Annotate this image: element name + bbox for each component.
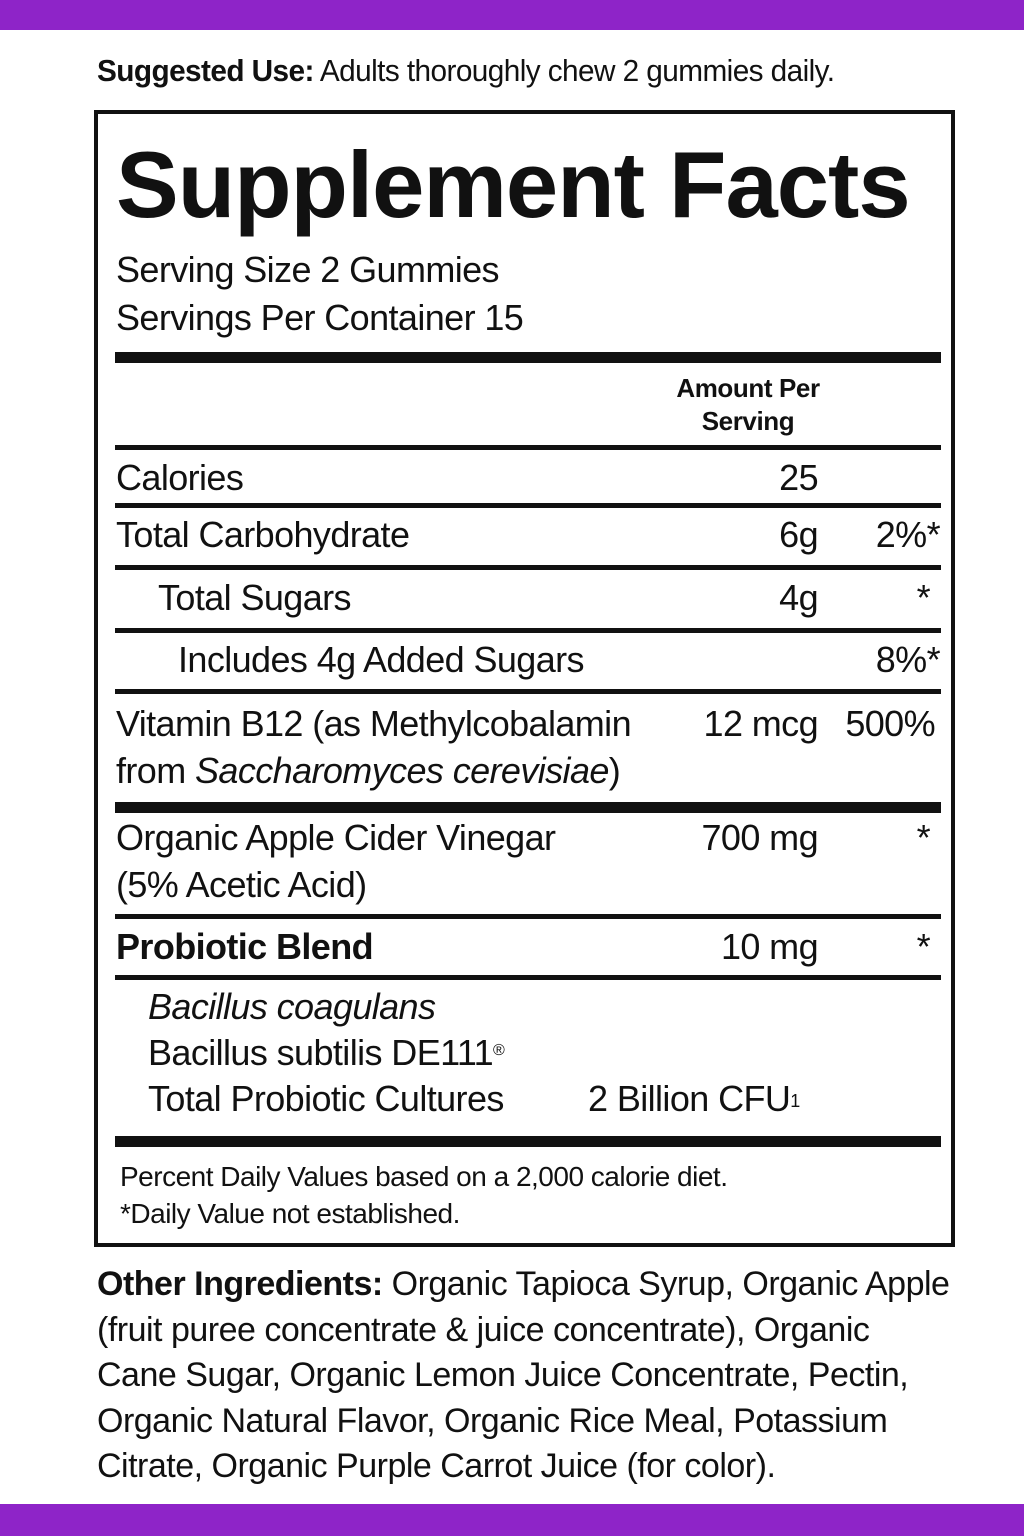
bottom-color-band [0, 1504, 1024, 1536]
registered-mark: ® [493, 1042, 505, 1059]
total-carbohydrate-amount: 6g [779, 514, 818, 555]
panel-title: Supplement Facts [116, 132, 910, 237]
acv-label-line2: (5% Acetic Acid) [116, 864, 367, 905]
divider-header [115, 445, 941, 450]
strain-2-name: Bacillus subtilis DE111 [148, 1032, 494, 1073]
added-sugars-dv: 8%* [875, 639, 940, 680]
vitamin-b12-label-line2 [116, 748, 620, 794]
suggested-use-label: Suggested Use: [97, 53, 314, 88]
divider-probiotic [115, 975, 941, 980]
total-carbohydrate-dv: 2%* [875, 514, 940, 555]
total-carbohydrate-label: Total Carbohydrate [116, 514, 410, 555]
divider-sugars [115, 628, 941, 633]
strain-bacillus-subtilis [148, 1030, 504, 1076]
divider-added-sugars [115, 689, 941, 694]
vitamin-b12-source-prefix: from [116, 750, 196, 791]
divider-vitamin-b12 [115, 802, 941, 813]
total-probiotic-cultures-value [588, 1076, 800, 1122]
probiotic-blend-amount: 10 mg [720, 926, 818, 967]
percent-dv-footnote: Percent Daily Values based on a 2,000 calorie diet. [120, 1161, 728, 1192]
added-sugars-label: Includes 4g Added Sugars [178, 639, 584, 680]
vitamin-b12-source-species: Saccharomyces cerevisiae [195, 750, 609, 791]
divider-thick-top [115, 352, 941, 363]
top-color-band [0, 0, 1024, 30]
total-sugars-label: Total Sugars [158, 577, 351, 618]
calories-label: Calories [116, 457, 244, 498]
calories-amount: 25 [779, 457, 818, 498]
footnote-marker: 1 [790, 1091, 800, 1111]
probiotic-blend-label: Probiotic Blend [116, 926, 374, 967]
acv-amount: 700 mg [701, 817, 818, 858]
suggested-use [97, 52, 942, 90]
total-sugars-dv: * [916, 577, 930, 618]
divider-carbohydrate [115, 565, 941, 570]
vitamin-b12-label-line1: Vitamin B12 (as Methylcobalamin [116, 703, 631, 744]
total-sugars-amount: 4g [779, 577, 818, 618]
other-ingredients [97, 1262, 957, 1490]
total-probiotic-cultures-label: Total Probiotic Cultures [148, 1078, 504, 1119]
other-ingredients-text: Organic Tapioca Syrup, Organic Apple (fruit puree concentrate & juice concentrate), Organic Cane Sugar, Organic Lemon Juice Concentrate, Pectin, Organic Natural Flavor, Organic Rice Meal, Potassium Citrate, Organic Purple Carrot Juice (for color). [97, 1265, 950, 1485]
serving-size: Serving Size 2 Gummies [116, 249, 499, 290]
amount-header-line1: Amount Per [676, 373, 820, 403]
strain-1-name: Bacillus coagulans [148, 986, 436, 1027]
cfu-value: 2 Billion CFU [588, 1078, 791, 1119]
acv-dv: * [916, 817, 930, 858]
strain-bacillus-coagulans [148, 984, 435, 1030]
acv-label-line1: Organic Apple Cider Vinegar [116, 817, 556, 858]
dv-not-established-footnote: *Daily Value not established. [120, 1198, 460, 1229]
probiotic-blend-dv: * [916, 926, 930, 967]
vitamin-b12-source-suffix: ) [608, 750, 621, 791]
vitamin-b12-dv: 500% [845, 703, 935, 744]
servings-per-container: Servings Per Container 15 [116, 297, 524, 338]
vitamin-b12-amount: 12 mcg [703, 703, 818, 744]
suggested-use-text: Adults thoroughly chew 2 gummies daily. [313, 53, 835, 88]
divider-bottom [115, 1136, 941, 1147]
other-ingredients-label: Other Ingredients: [97, 1265, 383, 1303]
amount-header-line2: Serving [701, 406, 795, 436]
supplement-facts-panel [94, 110, 955, 1247]
amount-per-serving-header [658, 372, 838, 438]
divider-acv [115, 914, 941, 919]
divider-calories [115, 503, 941, 508]
